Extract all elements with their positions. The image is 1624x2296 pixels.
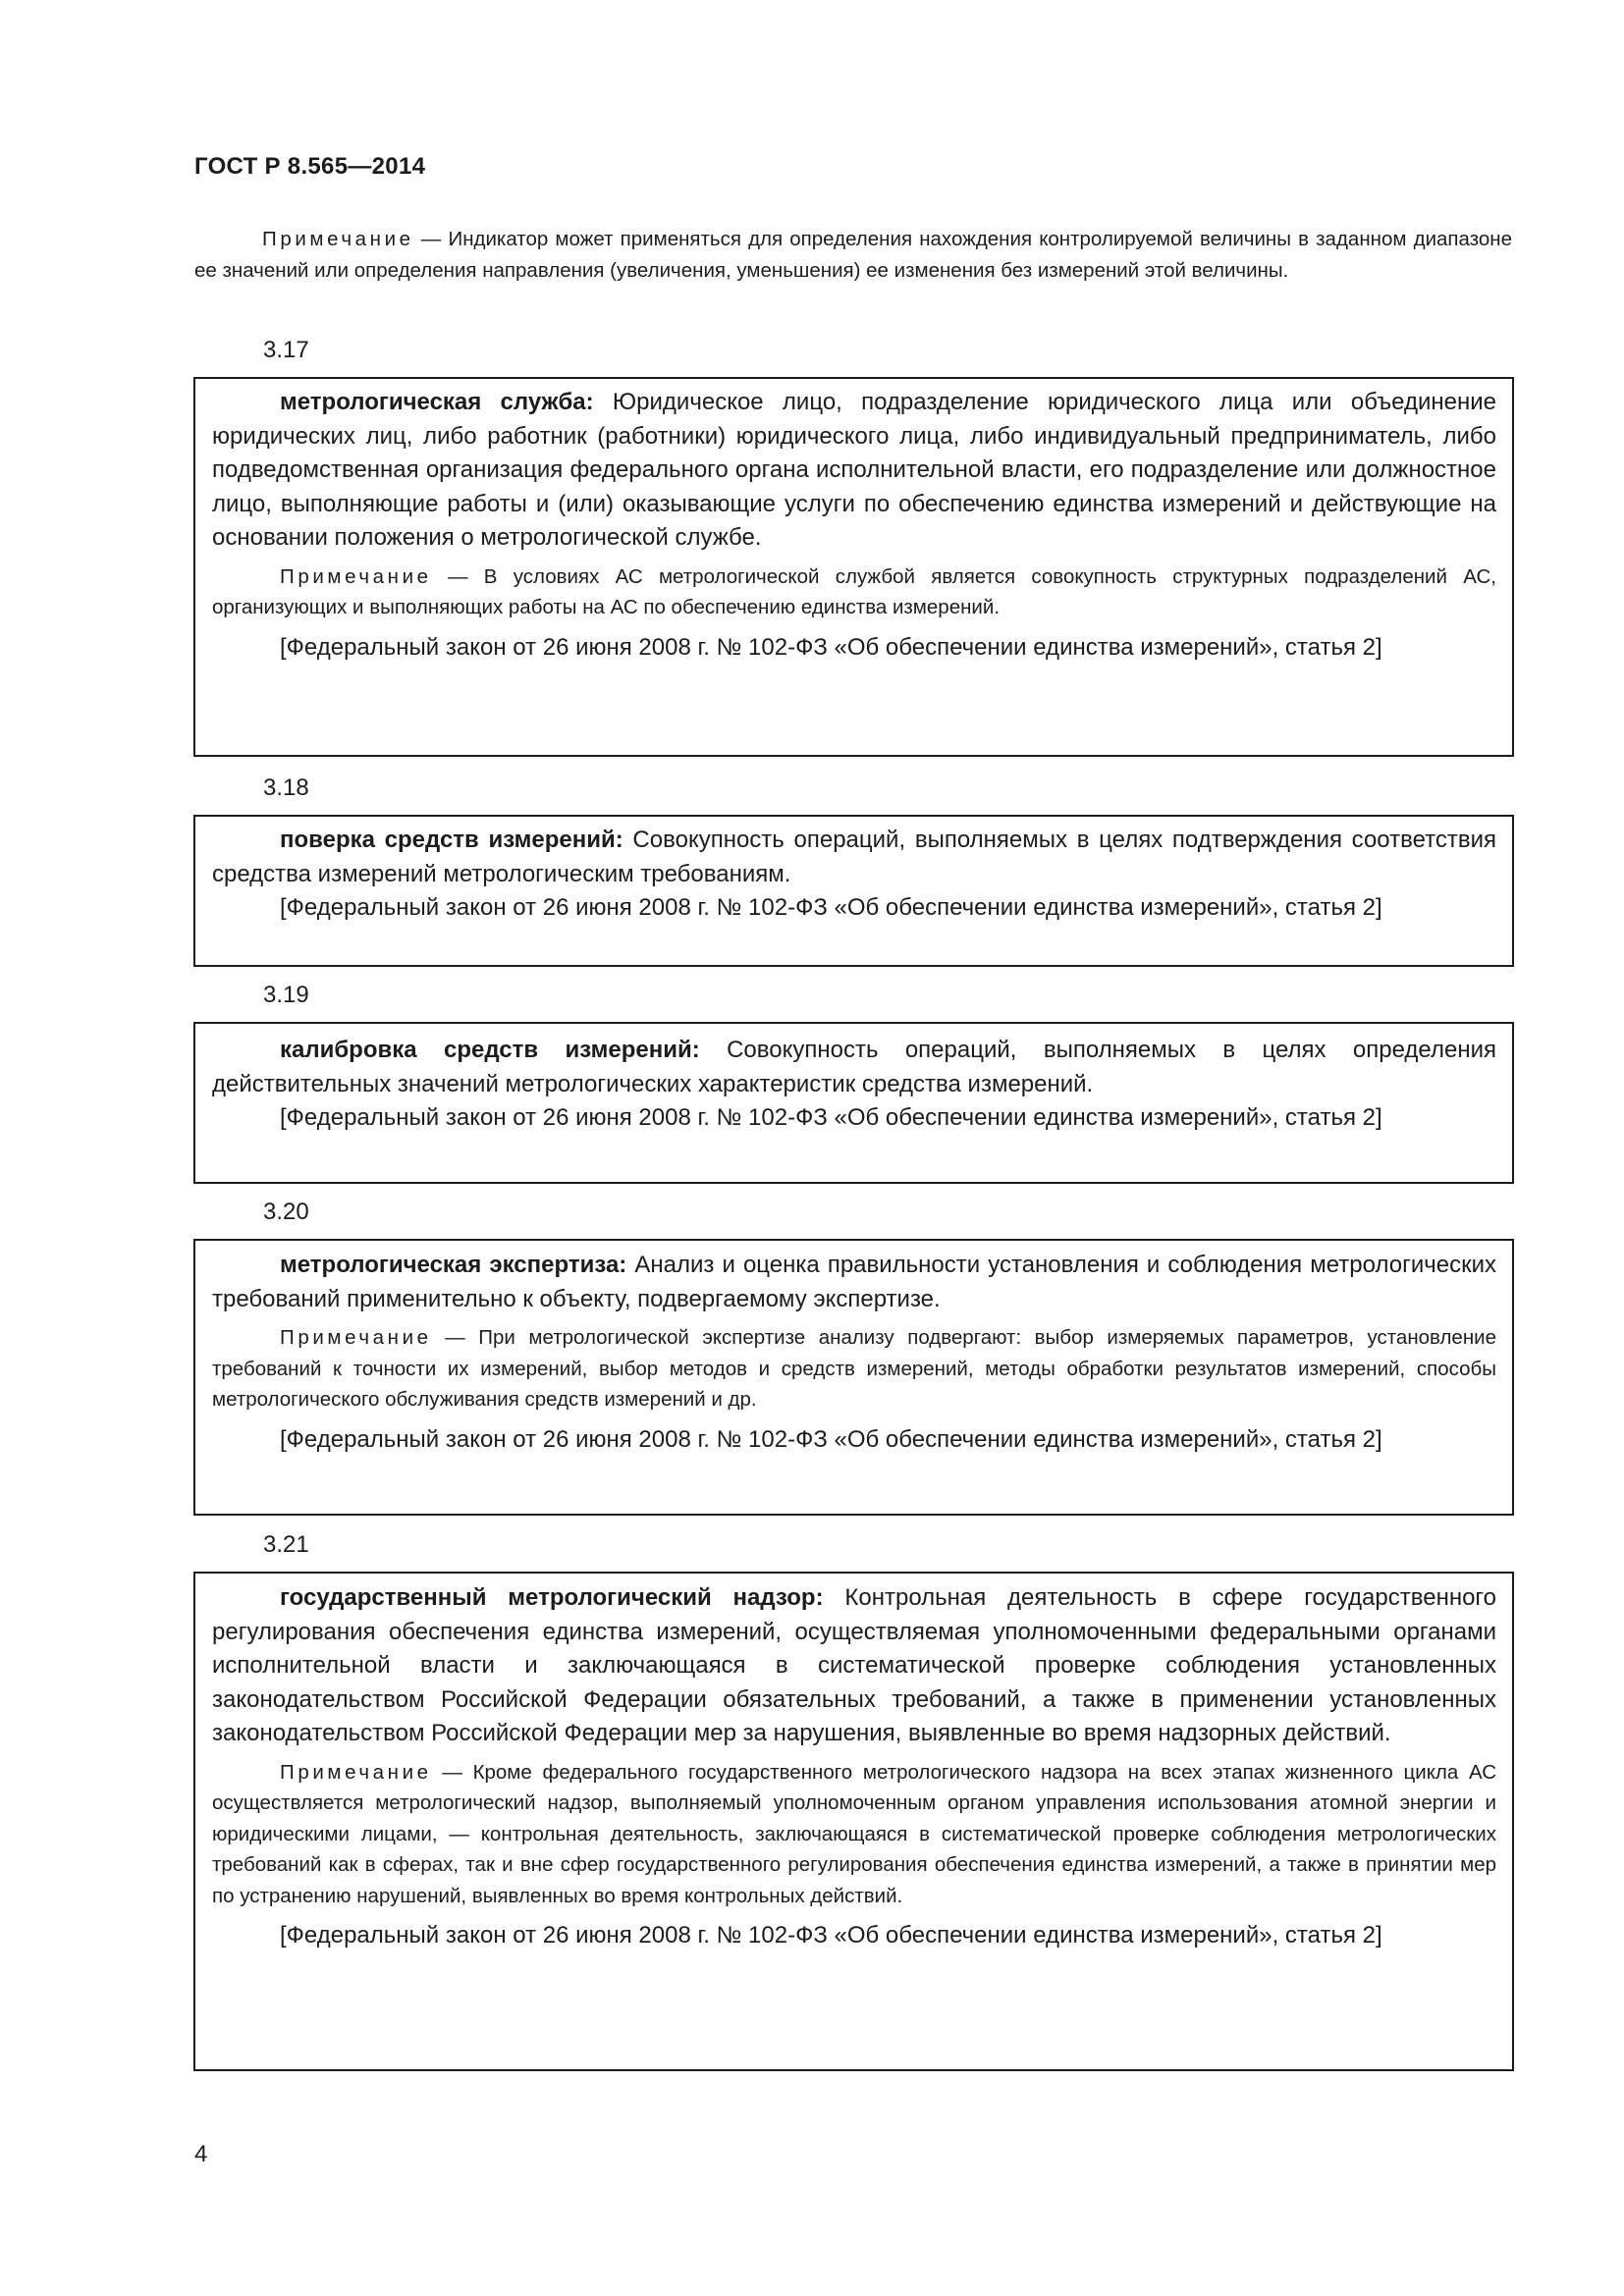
definition-text: Совокупность операций, выполняемых в целях определения действительных значений метрологических характеристик средства измерений. <box>212 1037 1496 1097</box>
note-paragraph <box>212 1322 1496 1415</box>
section-number-3-19: 3.19 <box>263 982 309 1008</box>
definition-paragraph <box>212 1581 1496 1751</box>
definition-box-3-20 <box>193 1239 1514 1516</box>
definition-paragraph <box>212 824 1496 891</box>
section-number-3-17: 3.17 <box>263 337 309 363</box>
note-paragraph <box>212 1757 1496 1912</box>
section-number-3-20: 3.20 <box>263 1199 309 1225</box>
term: метрологическая экспертиза: <box>280 1252 627 1278</box>
note-text: — В условиях АС метрологической службой является совокупность структурных подразделений АС, организующих и выполняющих работы на АС по обеспечению единства измерений. <box>212 564 1496 618</box>
section-number-3-21: 3.21 <box>263 1531 309 1558</box>
definition-text: Совокупность операций, выполняемых в целях подтверждения соответствия средства измерений метрологическим требованиям. <box>212 827 1497 887</box>
note-text: — Кроме федерального государственного метрологического надзора на всех этапах жизненного цикла АС осуществляется метрологический надзор, выполняемый уполномоченным органом управления использования атомной энергии и юридическими лицами, — контрольная деятельность, заключающаяся в систематической проверке соблюдения метрологических требований как в сферах, так и вне сфер государственного регулирования обеспечения единства измерений, а также в принятии мер по устранению нарушений, выявленных во время контрольных действий. <box>212 1760 1496 1907</box>
definition-box-3-19 <box>193 1022 1514 1184</box>
note-label: Примечание <box>280 1760 432 1784</box>
definition-text: Анализ и оценка правильности установления и соблюдения метрологических требований применительно к объекту, подвергаемому экспертизе. <box>212 1252 1496 1312</box>
source-reference: [Федеральный закон от 26 июня 2008 г. № 102-ФЗ «Об обеспечении единства измерений», статья 2] <box>280 894 1382 921</box>
note-paragraph <box>212 561 1496 623</box>
note-text: — Индикатор может применяться для определения нахождения контролируемой величины в заданном диапазоне ее значений или определения направления (увеличения, уменьшения) ее изменения без измерений этой величины. <box>194 228 1512 282</box>
page-number: 4 <box>194 2141 208 2167</box>
source-reference: [Федеральный закон от 26 июня 2008 г. № 102-ФЗ «Об обеспечении единства измерений», статья 2] <box>280 1104 1382 1131</box>
term: государственный метрологический надзор: <box>280 1584 824 1611</box>
document-header: ГОСТ Р 8.565—2014 <box>194 153 426 180</box>
definition-paragraph <box>212 386 1496 556</box>
definition-box-3-21 <box>193 1572 1514 2071</box>
note-label: Примечание <box>262 228 414 250</box>
definition-paragraph <box>212 1249 1496 1316</box>
definition-text: Контрольная деятельность в сфере государственного регулирования обеспечения единства измерений, осуществляемая уполномоченными федеральными органами исполнительной власти и заключающаяся в систематической проверке соблюдения установленных законодательством Российской Федерации обязательных требований, а также в применении установленных законодательством Российской Федерации мер за нарушения, выявленные во время надзорных действий. <box>212 1584 1496 1746</box>
definition-box-3-17 <box>193 377 1514 757</box>
note-label: Примечание <box>280 564 432 588</box>
definition-box-3-18 <box>193 815 1514 967</box>
intro-note <box>194 224 1512 286</box>
definition-text: Юридическое лицо, подразделение юридического лица или объединение юридических лиц, либо работник (работники) юридического лица, либо индивидуальный предприниматель, либо подведомственная организация федерального органа исполнительной власти, его подразделение или должностное лицо, выполняющие работы и (или) оказывающие услуги по обеспечению единства измерений и действующие на основании положения о метрологической службе. <box>212 389 1496 551</box>
definition-paragraph <box>212 1034 1496 1101</box>
term: калибровка средств измерений: <box>280 1037 700 1063</box>
note-label: Примечание <box>280 1326 432 1349</box>
section-number-3-18: 3.18 <box>263 774 309 801</box>
source-reference: [Федеральный закон от 26 июня 2008 г. № 102-ФЗ «Об обеспечении единства измерений», статья 2] <box>280 1922 1382 1949</box>
term: метрологическая служба: <box>280 389 594 415</box>
term: поверка средств измерений: <box>280 827 623 853</box>
note-text: — При метрологической экспертизе анализу подвергают: выбор измеряемых параметров, установление требований к точности их измерений, выбор методов и средств измерений, методы обработки результатов измерений, способы метрологического обслуживания средств измерений и др. <box>212 1326 1496 1411</box>
source-reference: [Федеральный закон от 26 июня 2008 г. № 102-ФЗ «Об обеспечении единства измерений», статья 2] <box>280 633 1382 661</box>
source-reference: [Федеральный закон от 26 июня 2008 г. № 102-ФЗ «Об обеспечении единства измерений», статья 2] <box>280 1425 1382 1453</box>
